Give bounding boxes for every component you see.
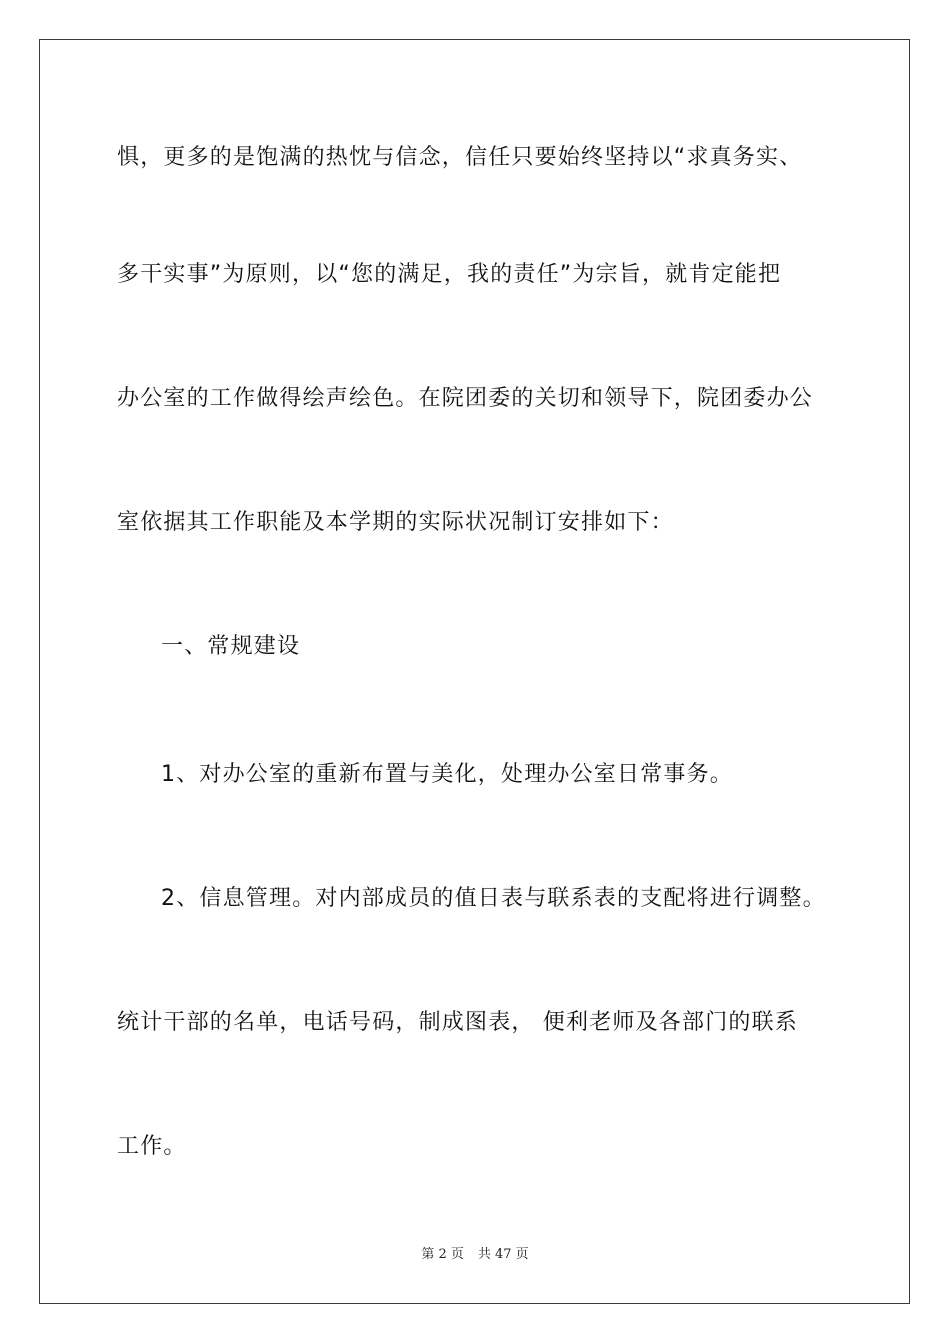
page-number: 第 2 页 xyxy=(421,1247,464,1262)
paragraph-line: 办公室的工作做得绘声绘色。在院团委的关切和领导下，院团委办公 xyxy=(117,386,814,411)
section-heading: 一、常规建设 xyxy=(161,634,301,659)
paragraph-line: 工作。 xyxy=(117,1134,187,1159)
list-item: 2、信息管理。对内部成员的值日表与联系表的支配将进行调整。 xyxy=(161,886,826,911)
paragraph-line: 多干实事”为原则，以“您的满足，我的责任”为宗旨，就肯定能把 xyxy=(117,262,782,287)
page-footer xyxy=(0,1246,950,1264)
paragraph-line: 室依据其工作职能及本学期的实际状况制订安排如下： xyxy=(117,510,674,535)
paragraph-line: 统计干部的名单，电话号码，制成图表， 便利老师及各部门的联系 xyxy=(117,1010,798,1035)
paragraph-line: 惧，更多的是饱满的热忱与信念，信任只要始终坚持以“求真务实、 xyxy=(117,145,803,170)
page-total: 共 47 页 xyxy=(477,1247,529,1262)
page-border xyxy=(39,39,910,1304)
list-item: 1、对办公室的重新布置与美化，处理办公室日常事务。 xyxy=(161,762,733,787)
